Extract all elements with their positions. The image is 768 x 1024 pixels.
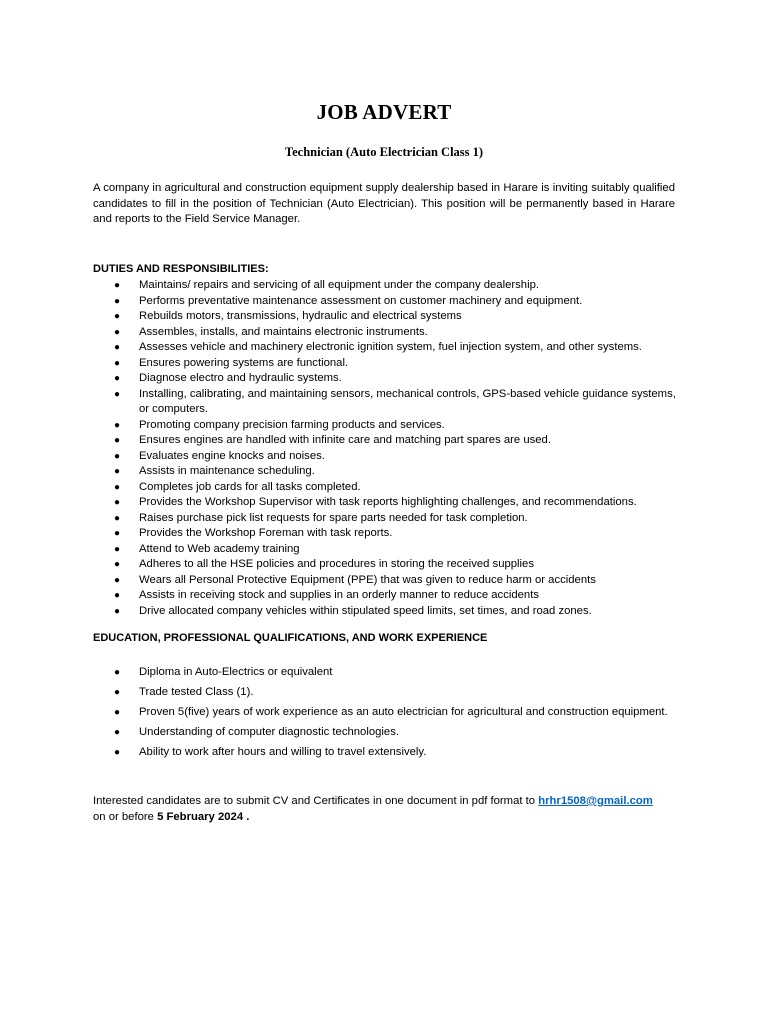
position-subtitle: Technician (Auto Electrician Class 1) [284,145,484,159]
duty-item-text: Assists in receiving stock and supplies in an orderly manner to reduce accidents [139,589,539,601]
duty-item-text: Drive allocated company vehicles within stipulated speed limits, set times, and road zones. [139,604,592,617]
duty-item [93,511,683,527]
bullet-icon: ● [114,450,121,462]
duty-item [93,588,683,604]
duty-item-text: Assesses vehicle and machinery electronic ignition system, fuel injection system, and other systems. [139,341,642,353]
duty-item-text: Promoting company precision farming products and services. [139,418,445,431]
duty-item-text: Installing, calibrating, and maintaining sensors, mechanical controls, GPS-based vehicle guidance systems, or computers. [139,387,676,415]
duty-item [93,340,683,356]
qualification-item-text: Diploma in Auto-Electrics or equivalent [139,666,333,678]
duty-item-text: Diagnose electro and hydraulic systems. [139,372,342,384]
qualification-item [93,665,683,681]
duty-item-text: Adheres to all the HSE policies and procedures in storing the received supplies [139,558,534,570]
duty-item [93,371,683,387]
duty-item-text: Ensures powering systems are functional. [139,356,349,369]
qualification-item [93,705,683,721]
bullet-icon: ● [114,357,121,369]
duty-item [93,387,683,418]
bullet-icon: ● [114,727,121,739]
bullet-icon: ● [114,559,121,570]
duty-item [93,294,683,310]
duty-item-text: Completes job cards for all tasks completed. [139,480,361,493]
duty-item-text: Evaluates engine knocks and noises. [139,449,325,462]
bullet-icon: ● [114,497,121,508]
closing-text: Interested candidates are to submit CV and Certificates in one document in pdf format to [93,795,539,807]
bullet-icon: ● [114,342,121,353]
duty-item-text: Raises purchase pick list requests for spare parts needed for task completion. [139,511,528,524]
bullet-icon: ● [114,280,121,291]
duty-item-text: Rebuilds motors, transmissions, hydraulic and electrical systems [139,310,462,322]
duty-item [93,464,683,480]
duty-item [93,480,683,496]
duty-item-text: Maintains/ repairs and servicing of all equipment under the company dealership. [139,279,540,291]
duty-item [93,542,683,558]
duty-item-text: Performs preventative maintenance assessment on customer machinery and equipment. [139,294,583,307]
qualification-item [93,725,683,741]
duty-item-text: Wears all Personal Protective Equipment (PPE) that was given to reduce harm or accidents [139,573,596,586]
bullet-icon: ● [114,687,121,699]
bullet-icon: ● [114,543,121,555]
duty-item-text: Attend to Web academy training [139,542,300,555]
duty-item [93,495,683,511]
bullet-icon: ● [114,481,121,493]
education-list [93,665,683,765]
duty-item [93,573,683,589]
bullet-icon: ● [114,605,121,617]
bullet-icon: ● [114,747,121,759]
qualification-item-text: Proven 5(five) years of work experience as an auto electrician for agricultural and construction equipment. [139,706,668,719]
bullet-icon: ● [114,326,121,338]
duties-list [93,278,683,619]
duty-item [93,449,683,465]
bullet-icon: ● [114,311,121,322]
deadline-date: 5 February 2024 . [157,810,250,823]
qualification-item [93,685,683,701]
bullet-icon: ● [114,590,121,601]
closing-text-2: on or before [93,810,158,823]
qualification-item [93,745,683,761]
bullet-icon: ● [114,419,121,431]
duty-item [93,526,683,542]
duty-item-text: Provides the Workshop Foreman with task reports. [139,527,393,539]
bullet-icon: ● [114,707,121,719]
duties-heading: DUTIES AND RESPONSIBILITIES: [93,263,269,275]
duty-item [93,356,683,372]
bullet-icon: ● [114,373,121,384]
duty-item-text: Provides the Workshop Supervisor with task reports highlighting challenges, and recommendations. [139,496,637,508]
duty-item [93,433,683,449]
qualification-item-text: Understanding of computer diagnostic technologies. [139,726,399,739]
bullet-icon: ● [114,512,121,524]
duty-item [93,309,683,325]
qualification-item-text: Ability to work after hours and willing to travel extensively. [139,746,427,759]
duty-item [93,325,683,341]
page-title: JOB ADVERT [316,100,452,124]
duty-item [93,604,683,620]
intro-paragraph: A company in agricultural and construction equipment supply dealership based in Harare is inviting suitably qualified candidates to fill in the position of Technician (Auto Electrician). This position will be permanently based in Harare and reports to the Field Service Manager. [93,182,675,225]
qualification-item-text: Trade tested Class (1). [139,686,254,699]
duty-item-text: Assists in maintenance scheduling. [139,465,315,477]
duty-item-text: Assembles, installs, and maintains electronic instruments. [139,325,428,338]
duty-item-text: Ensures engines are handled with infinite care and matching part spares are used. [139,434,551,446]
education-heading: EDUCATION, PROFESSIONAL QUALIFICATIONS, AND WORK EXPERIENCE [93,632,488,644]
bullet-icon: ● [114,667,121,678]
duty-item [93,278,683,294]
bullet-icon: ● [114,435,121,446]
duty-item [93,418,683,434]
duty-item [93,557,683,573]
closing-paragraph [93,794,693,825]
bullet-icon: ● [114,574,121,586]
bullet-icon: ● [114,528,121,539]
email-link[interactable]: hrhr1508@gmail.com [538,795,653,807]
bullet-icon: ● [114,388,121,400]
bullet-icon: ● [114,466,121,477]
bullet-icon: ● [114,295,121,307]
